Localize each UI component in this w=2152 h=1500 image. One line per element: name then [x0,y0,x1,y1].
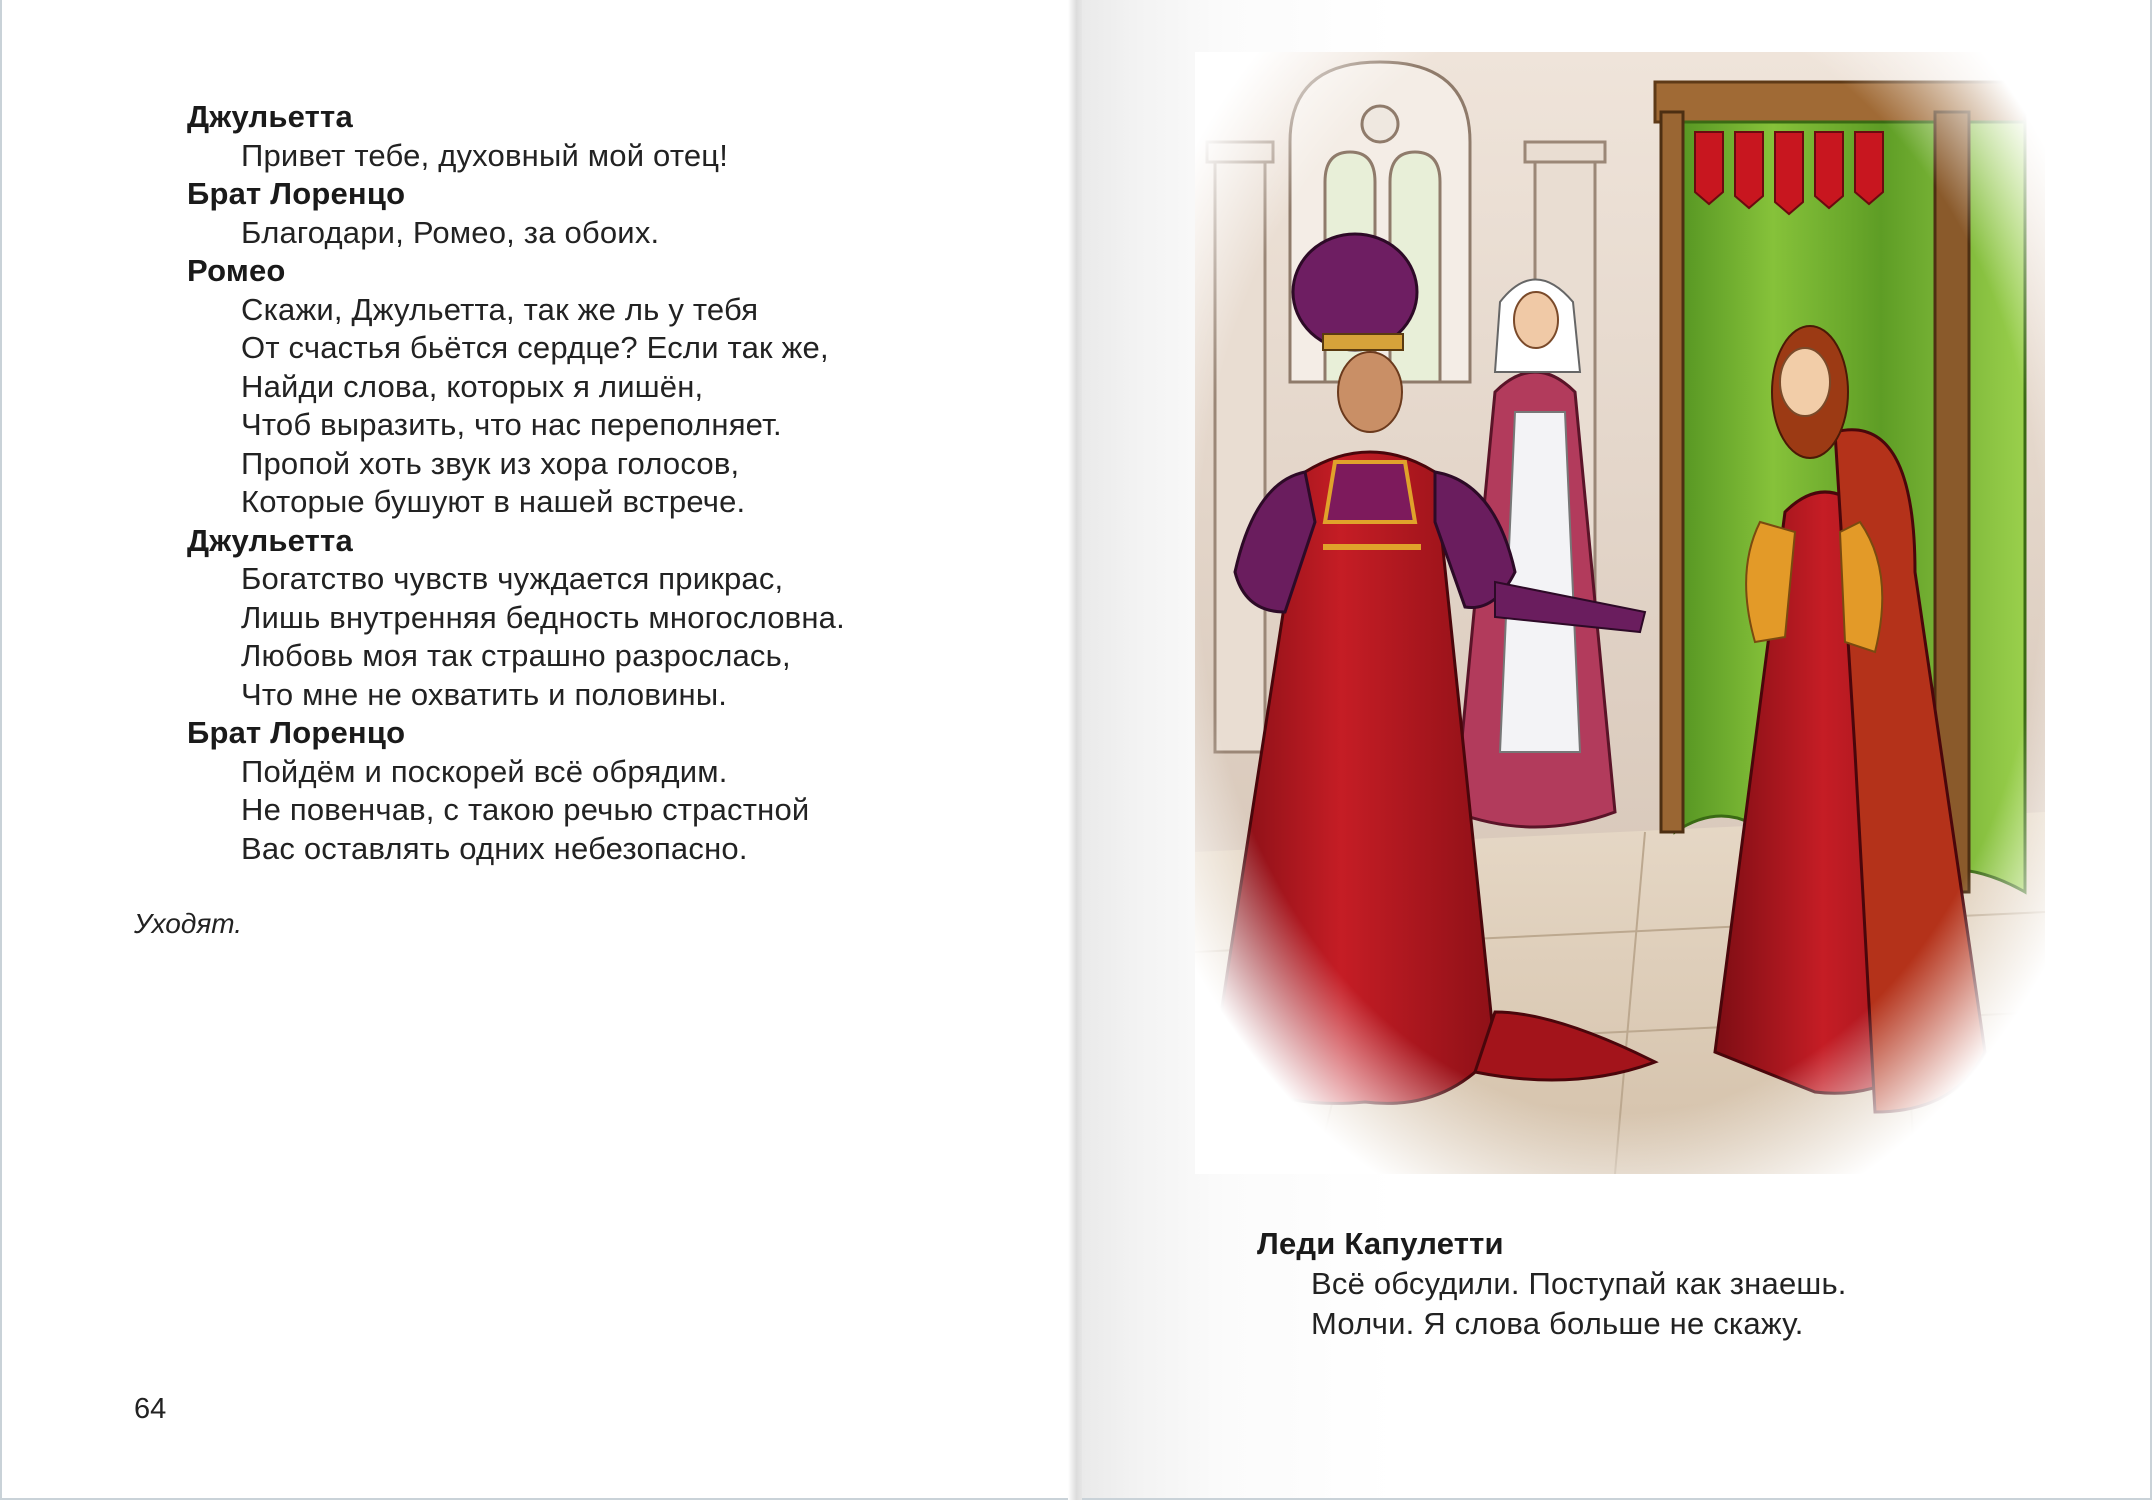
speaker-name: Ромео [187,253,286,288]
book-gutter [1068,0,1082,1500]
stage-direction: Уходят. [134,908,243,939]
verse-line: Благодари, Ромео, за обоих. [241,214,660,250]
caption-speaker: Леди Капулетти [1257,1226,1504,1261]
caption-line: Молчи. Я слова больше не скажу. [1311,1306,1804,1341]
verse-line: Не повенчав, с такою речью страстной [241,792,810,827]
caption-block [1257,1224,1847,1344]
left-page [0,0,1075,1500]
verse-line: Богатство чувств чуждается прикрас, [241,561,784,596]
verse-line: От счастья бьётся сердце? Если так же, [241,330,829,365]
speech-block [187,522,845,715]
speaker-name: Брат Лоренцо [187,176,406,211]
page-number: 64 [134,1393,167,1425]
verse-line: Лишь внутренняя бедность многословна. [241,599,845,635]
vignette [1195,52,2045,1174]
play-text [187,98,845,868]
speaker-name: Джульетта [187,522,353,558]
caption-line: Всё обсудили. Поступай как знаешь. [1311,1266,1847,1301]
speaker-name: Брат Лоренцо [187,715,406,750]
verse-line: Любовь моя так страшно разрослась, [241,638,791,673]
speech-block [187,714,845,868]
verse-line: Привет тебе, духовный мой отец! [241,137,729,173]
speaker-name: Джульетта [187,99,353,134]
speech-block [187,175,845,252]
verse-line: Которые бушуют в нашей встрече. [241,484,746,519]
verse-line: Что мне не охватить и половины. [241,676,728,712]
scene-illustration [1195,52,2045,1174]
verse-line: Вас оставлять одних небезопасно. [241,830,748,866]
speech-block [187,252,845,522]
verse-line: Чтоб выразить, что нас переполняет. [241,407,782,442]
verse-line: Пойдём и поскорей всё обрядим. [241,753,728,789]
verse-line: Пропой хоть звук из хора голосов, [241,445,740,481]
verse-line: Найди слова, которых я лишён, [241,368,704,404]
speech-block [187,98,845,175]
verse-line: Скажи, Джульетта, так же ль у тебя [241,291,759,327]
